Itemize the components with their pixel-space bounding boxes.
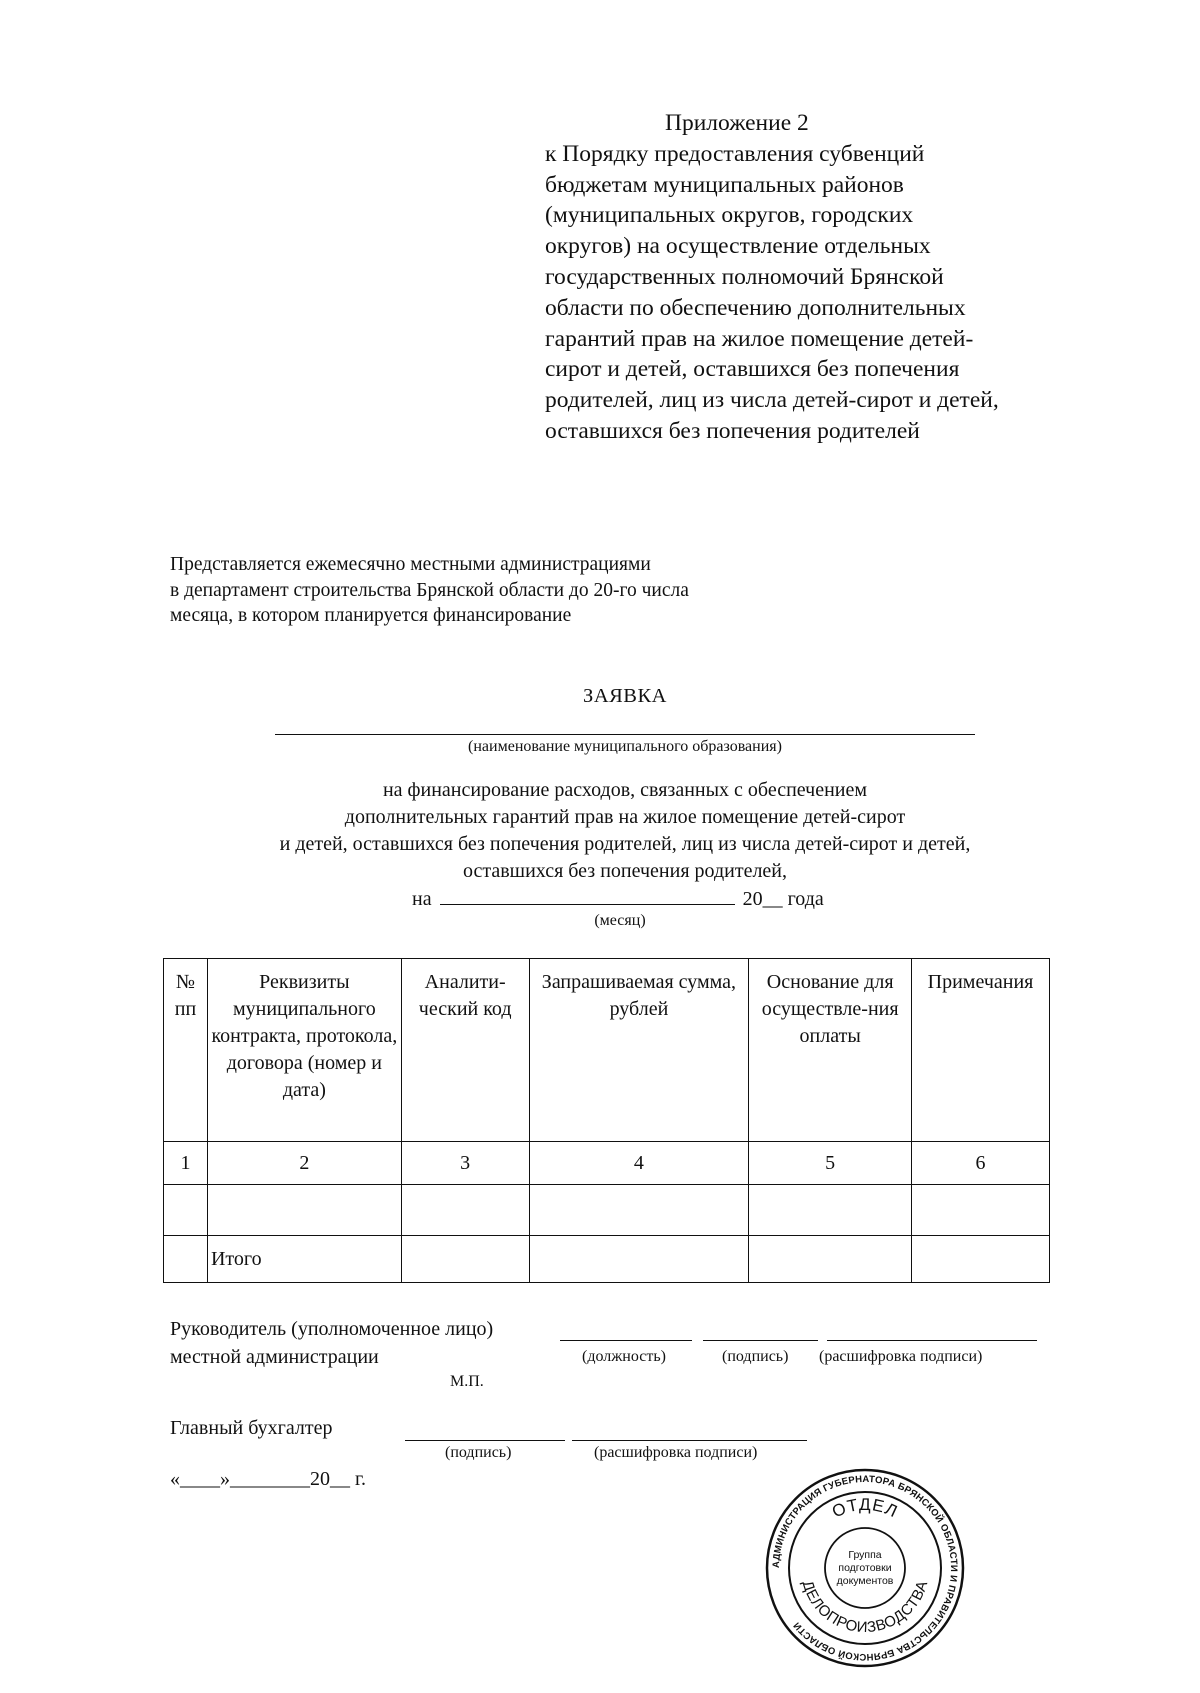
table-cell[interactable] bbox=[401, 1236, 529, 1283]
official-stamp bbox=[765, 1468, 965, 1668]
appendix-line: оставшихся без попечения родителей bbox=[545, 417, 920, 444]
appendix-line: гарантий прав на жилое помещение детей- bbox=[545, 325, 974, 352]
period-prefix: на bbox=[412, 888, 432, 910]
column-header: Примечания bbox=[912, 959, 1050, 1142]
submission-note-line: Представляется ежемесячно местными администрациями bbox=[170, 554, 651, 575]
submission-note-line: месяца, в котором планируется финансирование bbox=[170, 605, 572, 626]
column-number: 3 bbox=[401, 1142, 529, 1185]
column-header: Аналити-ческий код bbox=[401, 959, 529, 1142]
period-year: 20__ года bbox=[742, 888, 824, 910]
stamp-outer-text: АДМИНИСТРАЦИЯ ГУБЕРНАТОРА БРЯНСКОЙ ОБЛАСТИ И ПРАВИТЕЛЬСТВА БРЯНСКОЙ ОБЛАСТИ bbox=[770, 1473, 960, 1663]
table-cell[interactable] bbox=[164, 1236, 208, 1283]
purpose-line: дополнительных гарантий прав на жилое помещение детей-сирот bbox=[344, 806, 906, 828]
request-table bbox=[163, 958, 1050, 1283]
table-cell[interactable] bbox=[912, 1236, 1050, 1283]
stamp-ring-top-text: ОТДЕЛ bbox=[829, 1494, 901, 1522]
column-header: Основание для осуществле-ния оплаты bbox=[749, 959, 912, 1142]
position-caption: (должность) bbox=[582, 1348, 666, 1365]
purpose-line: и детей, оставшихся без попечения родителей, лиц из числа детей-сирот и детей, bbox=[279, 833, 971, 855]
signature-caption: (подпись) bbox=[722, 1348, 789, 1365]
head-decoding-field[interactable] bbox=[827, 1340, 1037, 1341]
municipality-caption: (наименование муниципального образования) bbox=[468, 738, 782, 755]
submission-note bbox=[170, 552, 689, 629]
table-row bbox=[164, 1185, 1050, 1236]
table-header-row bbox=[164, 959, 1050, 1142]
table-cell[interactable] bbox=[529, 1185, 749, 1236]
appendix-line: родителей, лиц из числа детей-сирот и детей, bbox=[545, 387, 999, 414]
total-amount-cell[interactable] bbox=[529, 1236, 749, 1283]
appendix-line: (муниципальных округов, городских bbox=[545, 202, 914, 229]
date-line[interactable]: «____»________20__ г. bbox=[170, 1468, 366, 1490]
head-position-field[interactable] bbox=[560, 1340, 692, 1341]
table-cell[interactable] bbox=[207, 1185, 401, 1236]
column-number: 1 bbox=[164, 1142, 208, 1185]
column-header: Реквизиты муниципального контракта, протокола, договора (номер и дата) bbox=[207, 959, 401, 1142]
month-caption: (месяц) bbox=[594, 912, 646, 929]
purpose-text bbox=[100, 777, 1150, 885]
column-number-row bbox=[164, 1142, 1050, 1185]
column-number: 5 bbox=[749, 1142, 912, 1185]
decoding-caption: (расшифровка подписи) bbox=[819, 1348, 983, 1365]
appendix-line: бюджетам муниципальных районов bbox=[545, 171, 904, 198]
accountant-signature-field[interactable] bbox=[405, 1440, 565, 1441]
accountant-decoding-caption: (расшифровка подписи) bbox=[594, 1444, 758, 1461]
document-title: ЗАЯВКА bbox=[583, 685, 667, 707]
appendix-line: государственных полномочий Брянской bbox=[545, 263, 944, 290]
total-row bbox=[164, 1236, 1050, 1283]
appendix-line: области по обеспечению дополнительных bbox=[545, 294, 966, 321]
head-label-line1: Руководитель (уполномоченное лицо) bbox=[170, 1318, 494, 1340]
head-signature-field[interactable] bbox=[703, 1340, 818, 1341]
head-label-line2: местной администрации bbox=[170, 1346, 379, 1368]
column-number: 6 bbox=[912, 1142, 1050, 1185]
appendix-line: сирот и детей, оставшихся без попечения bbox=[545, 356, 960, 383]
appendix-title: Приложение 2 bbox=[665, 110, 809, 136]
month-field[interactable] bbox=[440, 886, 735, 905]
table-cell[interactable] bbox=[749, 1236, 912, 1283]
stamp-center-line: документов bbox=[836, 1575, 894, 1587]
accountant-signature-caption: (подпись) bbox=[445, 1444, 512, 1461]
appendix-line: округов) на осуществление отдельных bbox=[545, 233, 931, 260]
submission-note-line: в департамент строительства Брянской области до 20-го числа bbox=[170, 579, 689, 601]
table-cell[interactable] bbox=[164, 1185, 208, 1236]
stamp-center-line: подготовки bbox=[838, 1562, 892, 1574]
municipality-name-field[interactable] bbox=[275, 734, 975, 735]
stamp-center-line: Группа bbox=[848, 1549, 882, 1561]
appendix-line: к Порядку предоставления субвенций bbox=[545, 140, 925, 167]
accountant-label: Главный бухгалтер bbox=[170, 1417, 333, 1439]
column-header: Запрашиваемая сумма, рублей bbox=[529, 959, 749, 1142]
appendix-block bbox=[545, 108, 1065, 447]
seal-caption: М.П. bbox=[450, 1373, 484, 1390]
column-header: № пп bbox=[164, 959, 208, 1142]
stamp-ring-bottom-text: ДЕЛОПРОИЗВОДСТВА bbox=[798, 1578, 932, 1637]
accountant-decoding-field[interactable] bbox=[572, 1440, 807, 1441]
purpose-line: оставшихся без попечения родителей, bbox=[462, 860, 788, 882]
table-cell[interactable] bbox=[401, 1185, 529, 1236]
column-number: 4 bbox=[529, 1142, 749, 1185]
column-number: 2 bbox=[207, 1142, 401, 1185]
table-cell[interactable] bbox=[912, 1185, 1050, 1236]
table-cell[interactable] bbox=[749, 1185, 912, 1236]
period-line bbox=[412, 886, 824, 911]
total-label: Итого bbox=[207, 1236, 401, 1283]
purpose-line: на финансирование расходов, связанных с обеспечением bbox=[382, 779, 868, 801]
